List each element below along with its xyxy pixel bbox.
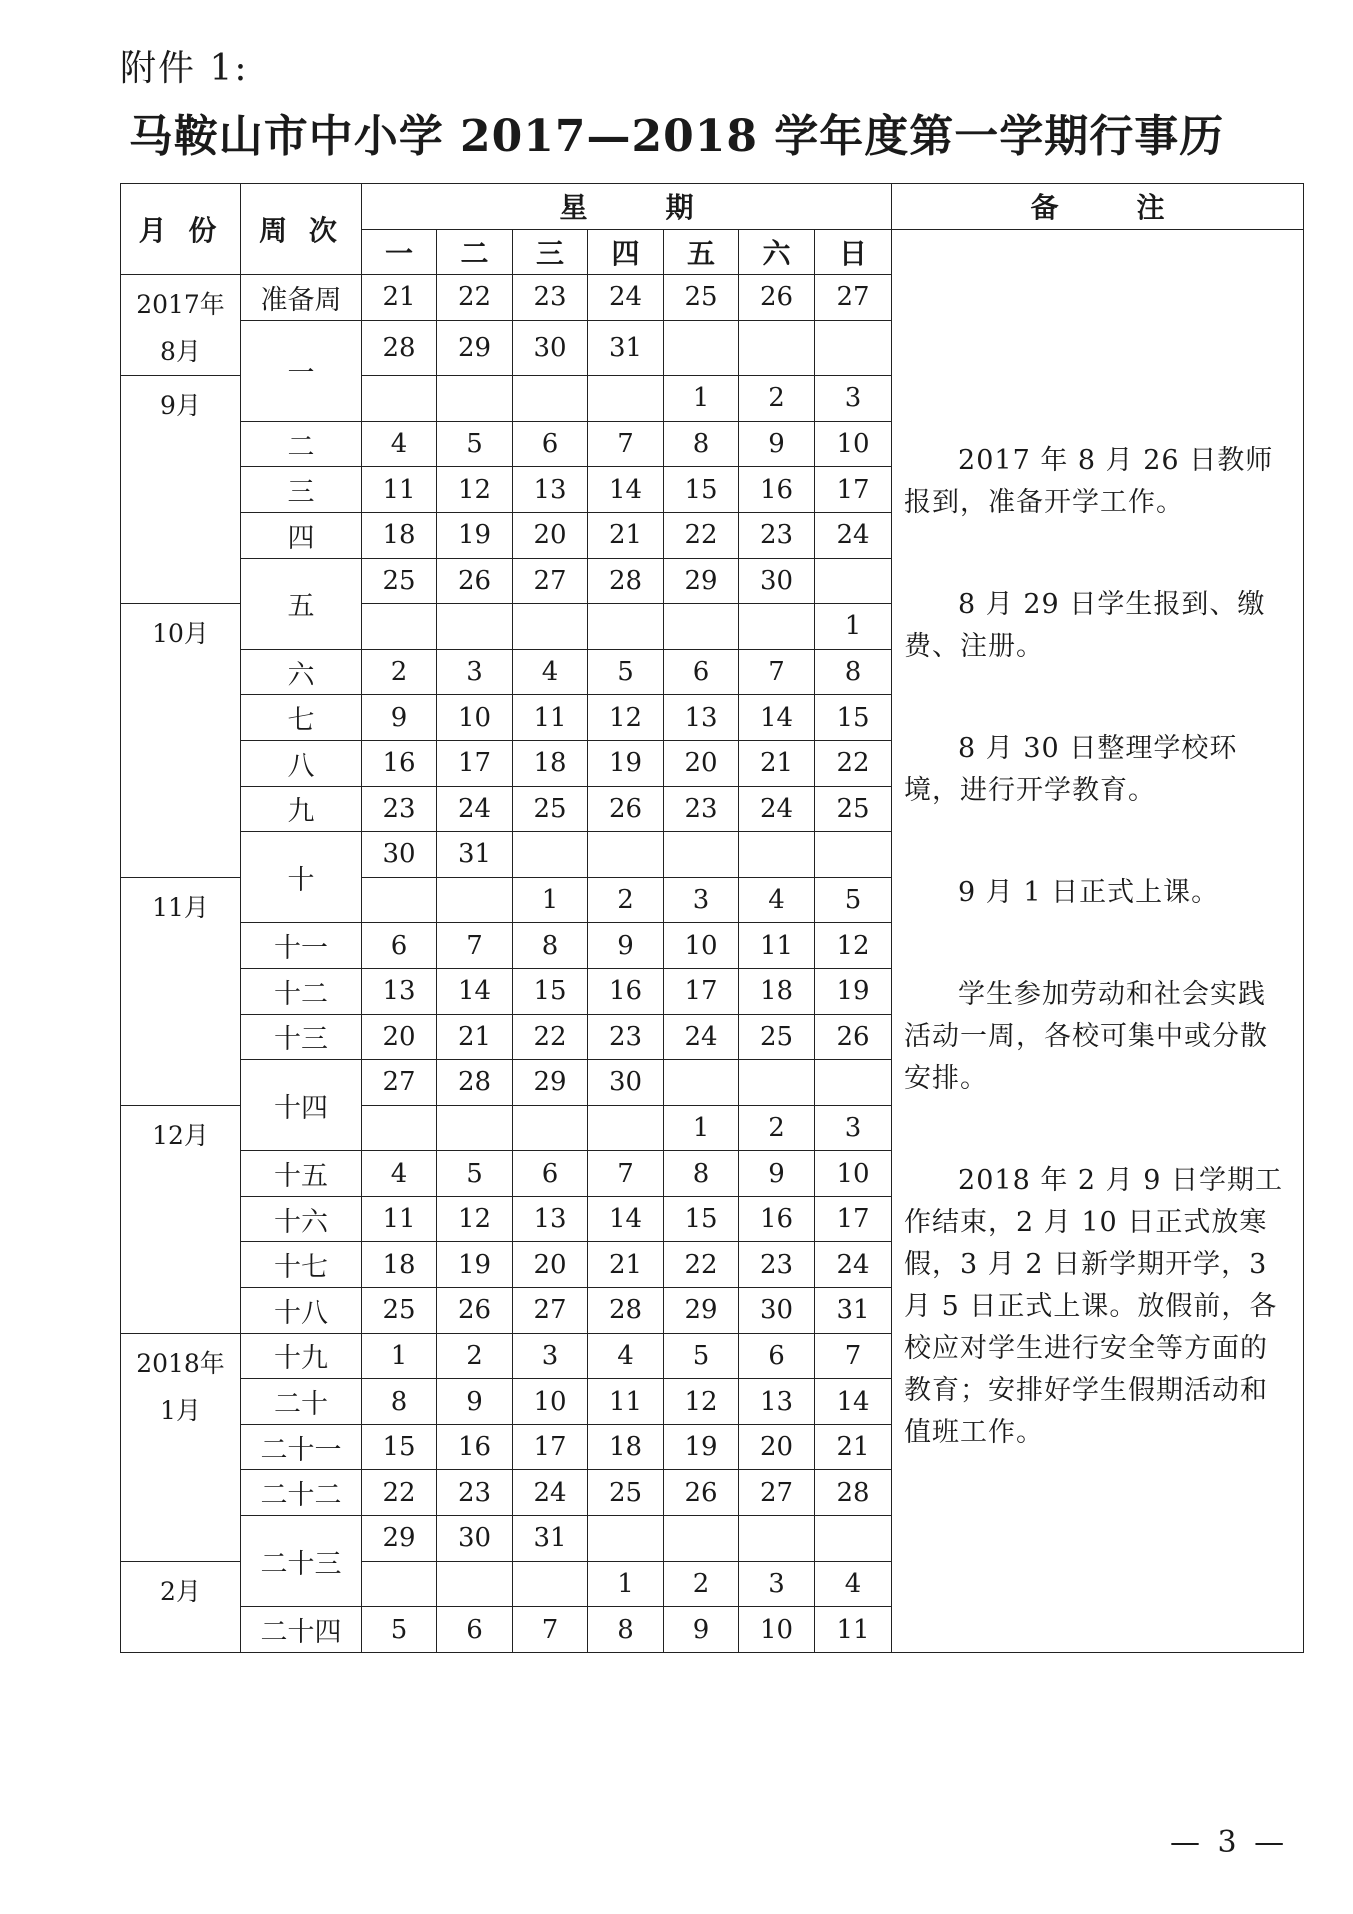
day-cell: 1 — [588, 1561, 664, 1607]
day-cell: 21 — [588, 512, 664, 558]
day-cell — [815, 320, 892, 375]
day-cell: 24 — [739, 786, 815, 832]
month-label: 2017年 8月 — [121, 275, 241, 376]
day-cell: 27 — [362, 1060, 437, 1106]
day-cell: 6 — [513, 1151, 588, 1197]
day-cell: 24 — [664, 1014, 739, 1060]
day-cell: 8 — [664, 1151, 739, 1197]
day-cell: 14 — [437, 968, 513, 1014]
day-cell: 26 — [588, 786, 664, 832]
day-cell: 23 — [513, 275, 588, 321]
day-cell — [362, 604, 437, 650]
day-cell — [815, 1516, 892, 1562]
day-cell — [588, 1516, 664, 1562]
day-cell: 23 — [739, 1242, 815, 1288]
week-label: 十四 — [241, 1060, 362, 1151]
week-label: 十三 — [241, 1014, 362, 1060]
month-header: 月 份 — [121, 184, 241, 275]
month-label: 9月 — [121, 376, 241, 604]
day-cell: 13 — [362, 968, 437, 1014]
week-label: 十 — [241, 832, 362, 923]
day-cell: 31 — [437, 832, 513, 878]
note-paragraph: 学生参加劳动和社会实践活动一周，各校可集中或分散安排。 — [904, 978, 1269, 1094]
day-cell — [664, 1516, 739, 1562]
day-cell: 21 — [739, 740, 815, 786]
day-cell: 23 — [437, 1470, 513, 1516]
day-cell: 14 — [815, 1379, 892, 1425]
day-cell — [815, 832, 892, 878]
day-cell: 7 — [588, 421, 664, 467]
day-cell: 10 — [739, 1607, 815, 1653]
day-cell: 26 — [664, 1470, 739, 1516]
weekday-header: 三 — [513, 229, 588, 275]
day-cell: 7 — [588, 1151, 664, 1197]
day-cell: 1 — [815, 604, 892, 650]
day-cell — [815, 558, 892, 604]
day-cell: 1 — [362, 1333, 437, 1379]
day-cell: 5 — [815, 877, 892, 923]
day-cell: 28 — [588, 1288, 664, 1334]
day-cell: 6 — [437, 1607, 513, 1653]
day-cell: 20 — [513, 1242, 588, 1288]
day-cell: 14 — [739, 695, 815, 741]
day-cell — [739, 1516, 815, 1562]
day-cell: 22 — [513, 1014, 588, 1060]
day-cell: 10 — [437, 695, 513, 741]
day-cell — [513, 1561, 588, 1607]
day-cell: 2 — [437, 1333, 513, 1379]
day-cell: 15 — [815, 695, 892, 741]
week-label: 十二 — [241, 968, 362, 1014]
day-cell: 3 — [664, 877, 739, 923]
day-cell: 9 — [437, 1379, 513, 1425]
day-cell — [362, 376, 437, 422]
day-cell: 31 — [588, 320, 664, 375]
month-label: 12月 — [121, 1105, 241, 1333]
day-cell: 25 — [664, 275, 739, 321]
day-cell: 21 — [362, 275, 437, 321]
day-cell: 9 — [664, 1607, 739, 1653]
day-cell: 13 — [513, 467, 588, 513]
page-title: 马鞍山市中小学 2017—2018 学年度第一学期行事历 — [128, 111, 1225, 162]
day-cell: 30 — [588, 1060, 664, 1106]
day-cell — [588, 604, 664, 650]
day-cell — [739, 604, 815, 650]
day-cell: 24 — [513, 1470, 588, 1516]
day-cell: 5 — [437, 421, 513, 467]
day-cell: 18 — [739, 968, 815, 1014]
note-paragraph: 2018 年 2 月 9 日学期工作结束，2 月 10 日正式放寒假，3 月 2 日新学期开学，3 月 5 日正式上课。放假前，各校应对学生进行安全等方面的教育；安排好学生假期活动和值班工作。 — [904, 1164, 1284, 1448]
day-cell: 1 — [513, 877, 588, 923]
day-cell: 6 — [664, 649, 739, 695]
week-label: 一 — [241, 320, 362, 421]
day-cell: 20 — [362, 1014, 437, 1060]
day-cell: 17 — [815, 1196, 892, 1242]
day-cell: 30 — [362, 832, 437, 878]
day-cell: 25 — [815, 786, 892, 832]
week-header: 周 次 — [241, 184, 362, 275]
weekday-header: 五 — [664, 229, 739, 275]
day-cell — [588, 376, 664, 422]
week-label: 五 — [241, 558, 362, 649]
weekday-header: 二 — [437, 229, 513, 275]
month-label: 10月 — [121, 604, 241, 878]
day-cell: 31 — [815, 1288, 892, 1334]
week-label: 十六 — [241, 1196, 362, 1242]
day-cell — [739, 832, 815, 878]
day-cell: 24 — [815, 512, 892, 558]
day-cell: 31 — [513, 1516, 588, 1562]
weekday-header: 一 — [362, 229, 437, 275]
day-cell: 23 — [664, 786, 739, 832]
day-cell: 3 — [815, 1105, 892, 1151]
day-cell — [739, 320, 815, 375]
day-cell: 3 — [815, 376, 892, 422]
day-cell: 26 — [739, 275, 815, 321]
day-cell — [513, 832, 588, 878]
day-cell: 4 — [362, 1151, 437, 1197]
week-label: 十一 — [241, 923, 362, 969]
week-label: 二十三 — [241, 1516, 362, 1607]
day-cell: 3 — [739, 1561, 815, 1607]
day-cell: 11 — [739, 923, 815, 969]
day-cell: 23 — [739, 512, 815, 558]
day-cell: 11 — [362, 1196, 437, 1242]
day-cell: 2 — [664, 1561, 739, 1607]
day-cell: 11 — [513, 695, 588, 741]
day-cell: 5 — [437, 1151, 513, 1197]
day-cell: 14 — [588, 1196, 664, 1242]
attachment-label: 附件 1: — [120, 48, 249, 89]
day-cell: 28 — [588, 558, 664, 604]
day-cell: 5 — [362, 1607, 437, 1653]
week-label: 三 — [241, 467, 362, 513]
day-cell: 19 — [815, 968, 892, 1014]
day-cell: 29 — [664, 558, 739, 604]
day-cell: 16 — [437, 1424, 513, 1470]
day-cell: 27 — [815, 275, 892, 321]
day-cell — [513, 604, 588, 650]
day-cell: 16 — [362, 740, 437, 786]
day-cell: 25 — [588, 1470, 664, 1516]
day-cell: 18 — [588, 1424, 664, 1470]
day-cell: 1 — [664, 1105, 739, 1151]
day-cell: 6 — [513, 421, 588, 467]
day-cell: 28 — [437, 1060, 513, 1106]
day-cell: 13 — [513, 1196, 588, 1242]
day-cell: 19 — [437, 1242, 513, 1288]
notes-header: 备 注 — [892, 184, 1304, 230]
day-cell: 17 — [815, 467, 892, 513]
day-cell: 3 — [437, 649, 513, 695]
day-cell: 18 — [362, 512, 437, 558]
week-label: 八 — [241, 740, 362, 786]
day-cell: 29 — [362, 1516, 437, 1562]
day-cell: 22 — [437, 275, 513, 321]
day-cell: 11 — [815, 1607, 892, 1653]
day-cell: 15 — [513, 968, 588, 1014]
day-cell: 8 — [513, 923, 588, 969]
day-cell: 4 — [362, 421, 437, 467]
day-cell: 29 — [437, 320, 513, 375]
day-cell: 19 — [588, 740, 664, 786]
day-cell: 2 — [739, 376, 815, 422]
day-cell — [437, 1105, 513, 1151]
day-cell: 2 — [588, 877, 664, 923]
day-cell: 22 — [664, 1242, 739, 1288]
day-cell: 11 — [588, 1379, 664, 1425]
day-cell: 21 — [588, 1242, 664, 1288]
day-cell: 12 — [437, 1196, 513, 1242]
day-cell: 26 — [437, 1288, 513, 1334]
day-cell: 25 — [739, 1014, 815, 1060]
weekday-header: 日 — [815, 229, 892, 275]
day-cell: 9 — [588, 923, 664, 969]
day-cell: 15 — [664, 1196, 739, 1242]
day-cell — [815, 1060, 892, 1106]
day-cell: 4 — [739, 877, 815, 923]
day-cell: 16 — [739, 467, 815, 513]
weekday-header: 六 — [739, 229, 815, 275]
day-cell: 21 — [815, 1424, 892, 1470]
day-cell: 29 — [664, 1288, 739, 1334]
day-cell: 17 — [664, 968, 739, 1014]
month-label: 2018年 1月 — [121, 1333, 241, 1561]
day-cell: 6 — [739, 1333, 815, 1379]
day-cell: 27 — [513, 1288, 588, 1334]
week-label: 七 — [241, 695, 362, 741]
day-cell: 27 — [513, 558, 588, 604]
day-cell: 9 — [739, 1151, 815, 1197]
day-cell: 4 — [815, 1561, 892, 1607]
day-cell: 10 — [664, 923, 739, 969]
day-cell: 30 — [739, 1288, 815, 1334]
note-paragraph: 8 月 29 日学生报到、缴费、注册。 — [904, 588, 1266, 662]
day-cell — [664, 1060, 739, 1106]
day-cell: 13 — [739, 1379, 815, 1425]
day-cell: 16 — [739, 1196, 815, 1242]
day-cell: 5 — [664, 1333, 739, 1379]
day-cell: 24 — [815, 1242, 892, 1288]
day-cell: 4 — [513, 649, 588, 695]
day-cell: 20 — [664, 740, 739, 786]
day-cell: 10 — [815, 1151, 892, 1197]
day-cell — [362, 1105, 437, 1151]
day-cell: 25 — [362, 558, 437, 604]
day-cell — [664, 320, 739, 375]
day-cell: 24 — [437, 786, 513, 832]
weekday-group-header: 星 期 — [362, 184, 892, 230]
day-cell: 22 — [664, 512, 739, 558]
day-cell — [362, 1561, 437, 1607]
day-cell: 25 — [362, 1288, 437, 1334]
note-paragraph: 8 月 30 日整理学校环境，进行开学教育。 — [904, 732, 1238, 806]
day-cell — [437, 877, 513, 923]
day-cell: 9 — [739, 421, 815, 467]
day-cell: 11 — [362, 467, 437, 513]
day-cell: 12 — [588, 695, 664, 741]
day-cell — [739, 1060, 815, 1106]
day-cell: 22 — [362, 1470, 437, 1516]
day-cell: 8 — [362, 1379, 437, 1425]
day-cell: 30 — [739, 558, 815, 604]
week-label: 二十二 — [241, 1470, 362, 1516]
day-cell: 21 — [437, 1014, 513, 1060]
day-cell: 30 — [437, 1516, 513, 1562]
note-paragraph: 2017 年 8 月 26 日教师报到，准备开学工作。 — [904, 444, 1274, 518]
day-cell: 7 — [739, 649, 815, 695]
week-label: 十七 — [241, 1242, 362, 1288]
week-label: 二十 — [241, 1379, 362, 1425]
day-cell: 28 — [815, 1470, 892, 1516]
day-cell: 28 — [362, 320, 437, 375]
day-cell: 26 — [437, 558, 513, 604]
day-cell: 12 — [437, 467, 513, 513]
day-cell: 10 — [815, 421, 892, 467]
day-cell: 1 — [664, 376, 739, 422]
note-paragraph: 9 月 1 日正式上课。 — [958, 876, 1220, 908]
day-cell: 8 — [815, 649, 892, 695]
week-label: 二十四 — [241, 1607, 362, 1653]
day-cell: 17 — [513, 1424, 588, 1470]
day-cell: 5 — [588, 649, 664, 695]
day-cell: 2 — [739, 1105, 815, 1151]
week-label: 九 — [241, 786, 362, 832]
day-cell: 16 — [588, 968, 664, 1014]
week-label: 二 — [241, 421, 362, 467]
day-cell: 15 — [664, 467, 739, 513]
day-cell — [664, 832, 739, 878]
day-cell: 8 — [664, 421, 739, 467]
day-cell: 12 — [664, 1379, 739, 1425]
day-cell: 24 — [588, 275, 664, 321]
day-cell: 15 — [362, 1424, 437, 1470]
day-cell: 22 — [815, 740, 892, 786]
day-cell — [588, 1105, 664, 1151]
day-cell: 6 — [362, 923, 437, 969]
day-cell — [664, 604, 739, 650]
day-cell: 20 — [513, 512, 588, 558]
day-cell: 7 — [513, 1607, 588, 1653]
week-label: 十八 — [241, 1288, 362, 1334]
school-calendar-table — [120, 183, 1304, 1653]
week-label: 十五 — [241, 1151, 362, 1197]
month-label: 2月 — [121, 1561, 241, 1652]
week-label: 二十一 — [241, 1424, 362, 1470]
day-cell: 20 — [739, 1424, 815, 1470]
day-cell — [437, 604, 513, 650]
day-cell: 19 — [664, 1424, 739, 1470]
day-cell: 18 — [362, 1242, 437, 1288]
month-label: 11月 — [121, 877, 241, 1105]
day-cell: 19 — [437, 512, 513, 558]
page-number: — 3 — — [1170, 1825, 1289, 1860]
day-cell: 7 — [815, 1333, 892, 1379]
day-cell: 7 — [437, 923, 513, 969]
day-cell: 4 — [588, 1333, 664, 1379]
day-cell — [437, 376, 513, 422]
day-cell: 8 — [588, 1607, 664, 1653]
day-cell: 23 — [588, 1014, 664, 1060]
day-cell: 23 — [362, 786, 437, 832]
day-cell: 30 — [513, 320, 588, 375]
day-cell: 27 — [739, 1470, 815, 1516]
day-cell — [513, 1105, 588, 1151]
day-cell: 29 — [513, 1060, 588, 1106]
day-cell: 9 — [362, 695, 437, 741]
day-cell — [362, 877, 437, 923]
day-cell: 3 — [513, 1333, 588, 1379]
day-cell: 10 — [513, 1379, 588, 1425]
week-label: 四 — [241, 512, 362, 558]
notes-cell — [892, 229, 1304, 1652]
day-cell — [437, 1561, 513, 1607]
day-cell: 17 — [437, 740, 513, 786]
day-cell — [588, 832, 664, 878]
day-cell — [513, 376, 588, 422]
week-label: 准备周 — [241, 275, 362, 321]
day-cell: 18 — [513, 740, 588, 786]
weekday-header: 四 — [588, 229, 664, 275]
week-label: 十九 — [241, 1333, 362, 1379]
day-cell: 2 — [362, 649, 437, 695]
day-cell: 26 — [815, 1014, 892, 1060]
day-cell: 25 — [513, 786, 588, 832]
day-cell: 12 — [815, 923, 892, 969]
week-label: 六 — [241, 649, 362, 695]
day-cell: 13 — [664, 695, 739, 741]
day-cell: 14 — [588, 467, 664, 513]
